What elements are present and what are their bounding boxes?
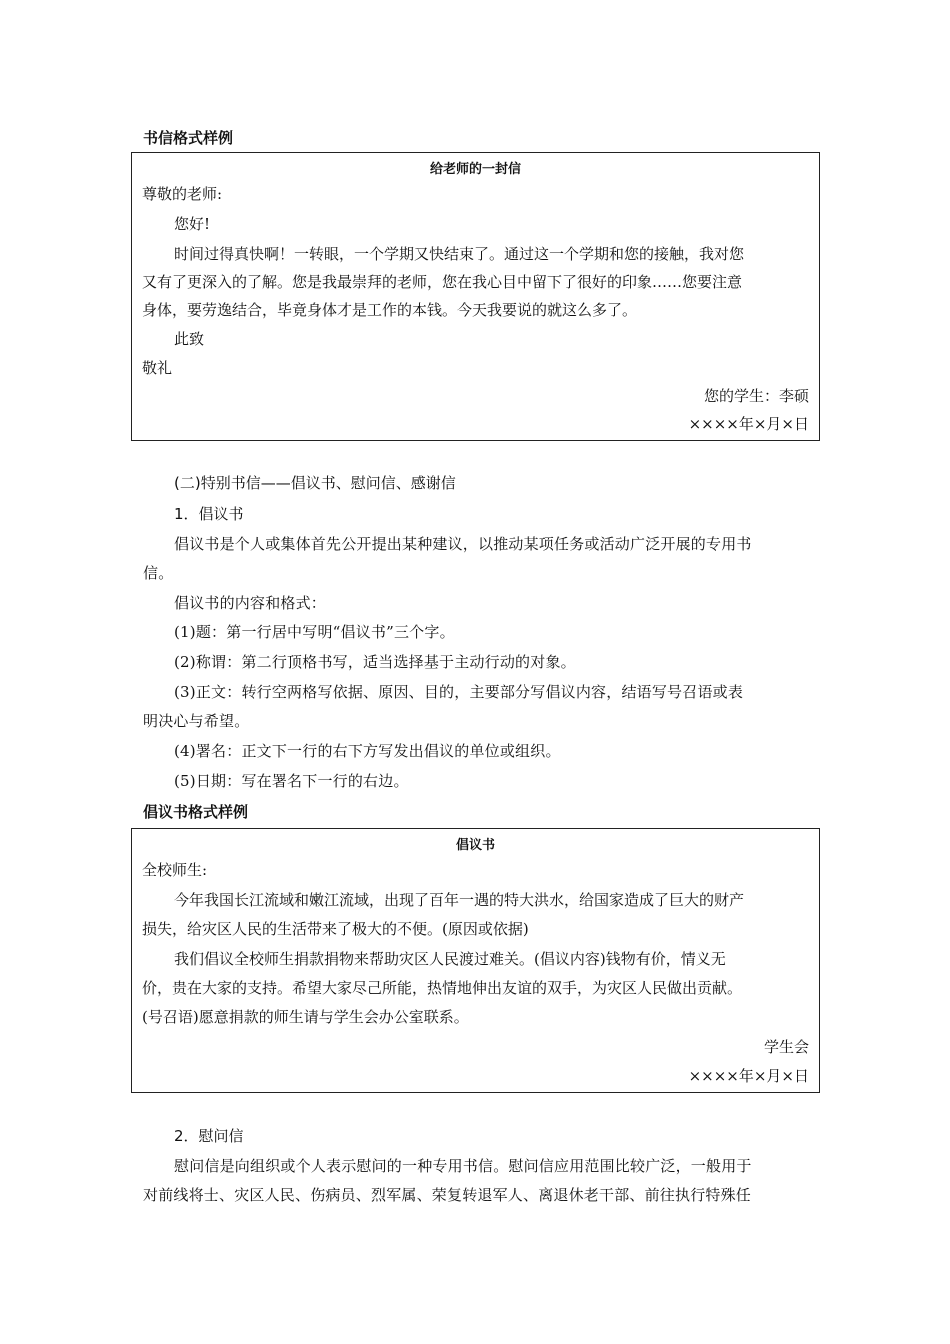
letter-title: 给老师的一封信 bbox=[429, 162, 521, 177]
proposal-line: 价，贵在大家的支持。希望大家尽己所能，热情地伸出友谊的双手，为灾区人民做出贡献。 bbox=[142, 979, 743, 997]
definition-line: 倡议书是个人或集体首先公开提出某种建议，以推动某项任务或活动广泛开展的专用书 bbox=[174, 535, 752, 553]
proposal-signature: 学生会 bbox=[763, 1038, 809, 1056]
format-item: (1)题：第一行居中写明“倡议书”三个字。 bbox=[174, 623, 455, 641]
letter-sample-box bbox=[131, 152, 820, 441]
subsection-condolence-heading: 2．慰问信 bbox=[174, 1127, 244, 1145]
format-item: 明决心与希望。 bbox=[143, 712, 250, 730]
proposal-sample-box bbox=[131, 828, 820, 1093]
section-special-heading: (二)特别书信——倡议书、慰问信、感谢信 bbox=[174, 474, 456, 492]
proposal-line: 损失，给灾区人民的生活带来了极大的不便。(原因或依据) bbox=[142, 920, 529, 938]
definition-line: 信。 bbox=[143, 564, 174, 582]
format-item: (2)称谓：第二行顶格书写，适当选择基于主动行动的对象。 bbox=[174, 653, 576, 671]
proposal-line: (号召语)愿意捐款的师生请与学生会办公室联系。 bbox=[142, 1008, 469, 1026]
proposal-date: ××××年×月×日 bbox=[688, 1067, 809, 1085]
subsection-proposal-heading: 1．倡议书 bbox=[174, 505, 244, 523]
letter-salutation: 尊敬的老师: bbox=[142, 185, 223, 203]
condolence-line: 慰问信是向组织或个人表示慰问的一种专用书信。慰问信应用范围比较广泛，一般用于 bbox=[174, 1157, 752, 1175]
condolence-line: 对前线将士、灾区人民、伤病员、烈军属、荣复转退军人、离退休老干部、前往执行特殊任 bbox=[143, 1186, 752, 1204]
letter-body-line: 身体，要劳逸结合，毕竟身体才是工作的本钱。今天我要说的就这么多了。 bbox=[142, 301, 638, 319]
format-item: (3)正文：转行空两格写依据、原因、目的，主要部分写倡议内容，结语写号召语或表 bbox=[174, 683, 744, 701]
proposal-salutation: 全校师生: bbox=[142, 861, 208, 879]
proposal-line: 我们倡议全校师生捐款捐物来帮助灾区人民渡过难关。(倡议内容)钱物有价，情义无 bbox=[174, 950, 726, 968]
letter-body-line: 又有了更深入的了解。您是我最崇拜的老师，您在我心目中留下了很好的印象……您要注意 bbox=[142, 273, 743, 291]
letter-body-line: 时间过得真快啊！一转眼，一个学期又快结束了。通过这一个学期和您的接触，我对您 bbox=[174, 245, 745, 263]
format-item: (5)日期：写在署名下一行的右边。 bbox=[174, 772, 409, 790]
proposal-line: 今年我国长江流域和嫩江流域，出现了百年一遇的特大洪水，给国家造成了巨大的财产 bbox=[174, 891, 745, 909]
letter-date: ××××年×月×日 bbox=[688, 415, 809, 433]
format-item: (4)署名：正文下一行的右下方写发出倡议的单位或组织。 bbox=[174, 742, 561, 760]
proposal-title: 倡议书 bbox=[455, 838, 495, 853]
letter-sample-heading: 书信格式样例 bbox=[143, 129, 234, 147]
proposal-sample-heading: 倡议书格式样例 bbox=[143, 803, 249, 821]
content-intro: 倡议书的内容和格式： bbox=[174, 594, 327, 612]
letter-signature: 您的学生：李硕 bbox=[703, 387, 809, 405]
letter-closing-2: 敬礼 bbox=[142, 359, 173, 377]
letter-closing-1: 此致 bbox=[174, 330, 205, 348]
letter-greeting: 您好! bbox=[174, 215, 211, 233]
